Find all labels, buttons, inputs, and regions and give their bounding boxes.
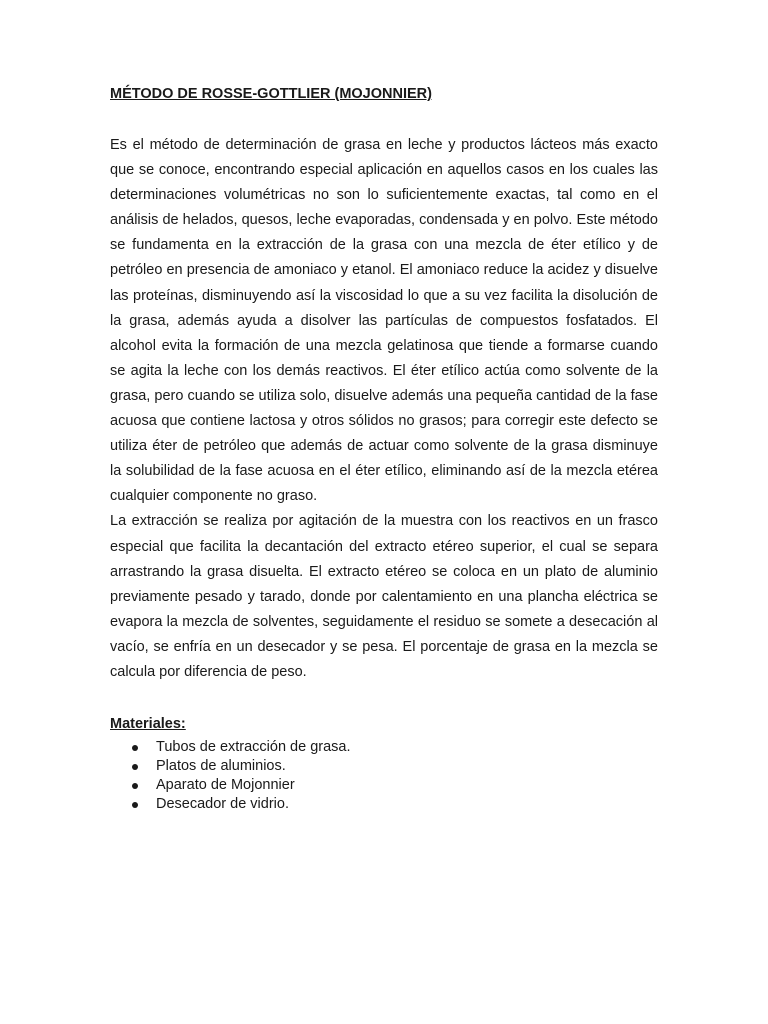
document-title: MÉTODO DE ROSSE-GOTTLIER (MOJONNIER) [110,86,432,102]
list-item [110,738,658,757]
list-item-label: Desecador de vidrio. [156,796,289,813]
materials-list [110,738,658,814]
list-item-label: Aparato de Mojonnier [156,777,295,794]
paragraph-method-description: Es el método de determinación de grasa en leche y productos lácteos más exacto que se conoce, encontrando especial aplicación en aquellos casos en los cuales las determinaciones volumétricas no son lo suficientemente exactas, tal como en el análisis de helados, quesos, leche evaporadas, condensada y en polvo. Este método se fundamenta en la extracción de la grasa con una mezcla de éter etílico y de petróleo en presencia de amoniaco y etanol. El amoniaco reduce la acidez y disuelve las proteínas, disminuyendo así la viscosidad lo que a su vez facilita la disolución de la grasa, además ayuda a disolver las partículas de compuestos fosfatados. El alcohol evita la formación de una mezcla gelatinosa que tiende a formarse cuando se agita la leche con los demás reactivos. El éter etílico actúa como solvente de la grasa, pero cuando se utiliza solo, disuelve además una pequeña cantidad de la fase acuosa que contiene lactosa y otros sólidos no grasos; para corregir este defecto se utiliza éter de petróleo que además de actuar como solvente de la grasa disminuye la solubilidad de la fase acuosa en el éter etílico, eliminando así de la mezcla etérea cualquier componente no graso. [110,137,658,505]
bullet-icon [132,802,138,808]
list-item [110,795,658,814]
document-page [110,84,658,814]
list-item-label: Platos de aluminios. [156,758,286,775]
paragraph-extraction-procedure: La extracción se realiza por agitación de la muestra con los reactivos en un frasco especial que facilita la decantación del extracto etéreo superior, el cual se separa arrastrando la grasa disuelta. El extracto etéreo se coloca en un plato de aluminio previamente pesado y tarado, donde por calentamiento en una plancha eléctrica se evapora la mezcla de solventes, seguidamente el residuo se somete a desecación al vacío, se enfría en un desecador y se pesa. El porcentaje de grasa en la mezcla se calcula por diferencia de peso. [110,513,658,680]
list-item [110,757,658,776]
materials-heading: Materiales: [110,716,186,733]
bullet-icon [132,783,138,789]
bullet-icon [132,745,138,751]
bullet-icon [132,764,138,770]
list-item-label: Tubos de extracción de grasa. [156,739,351,756]
list-item [110,776,658,795]
